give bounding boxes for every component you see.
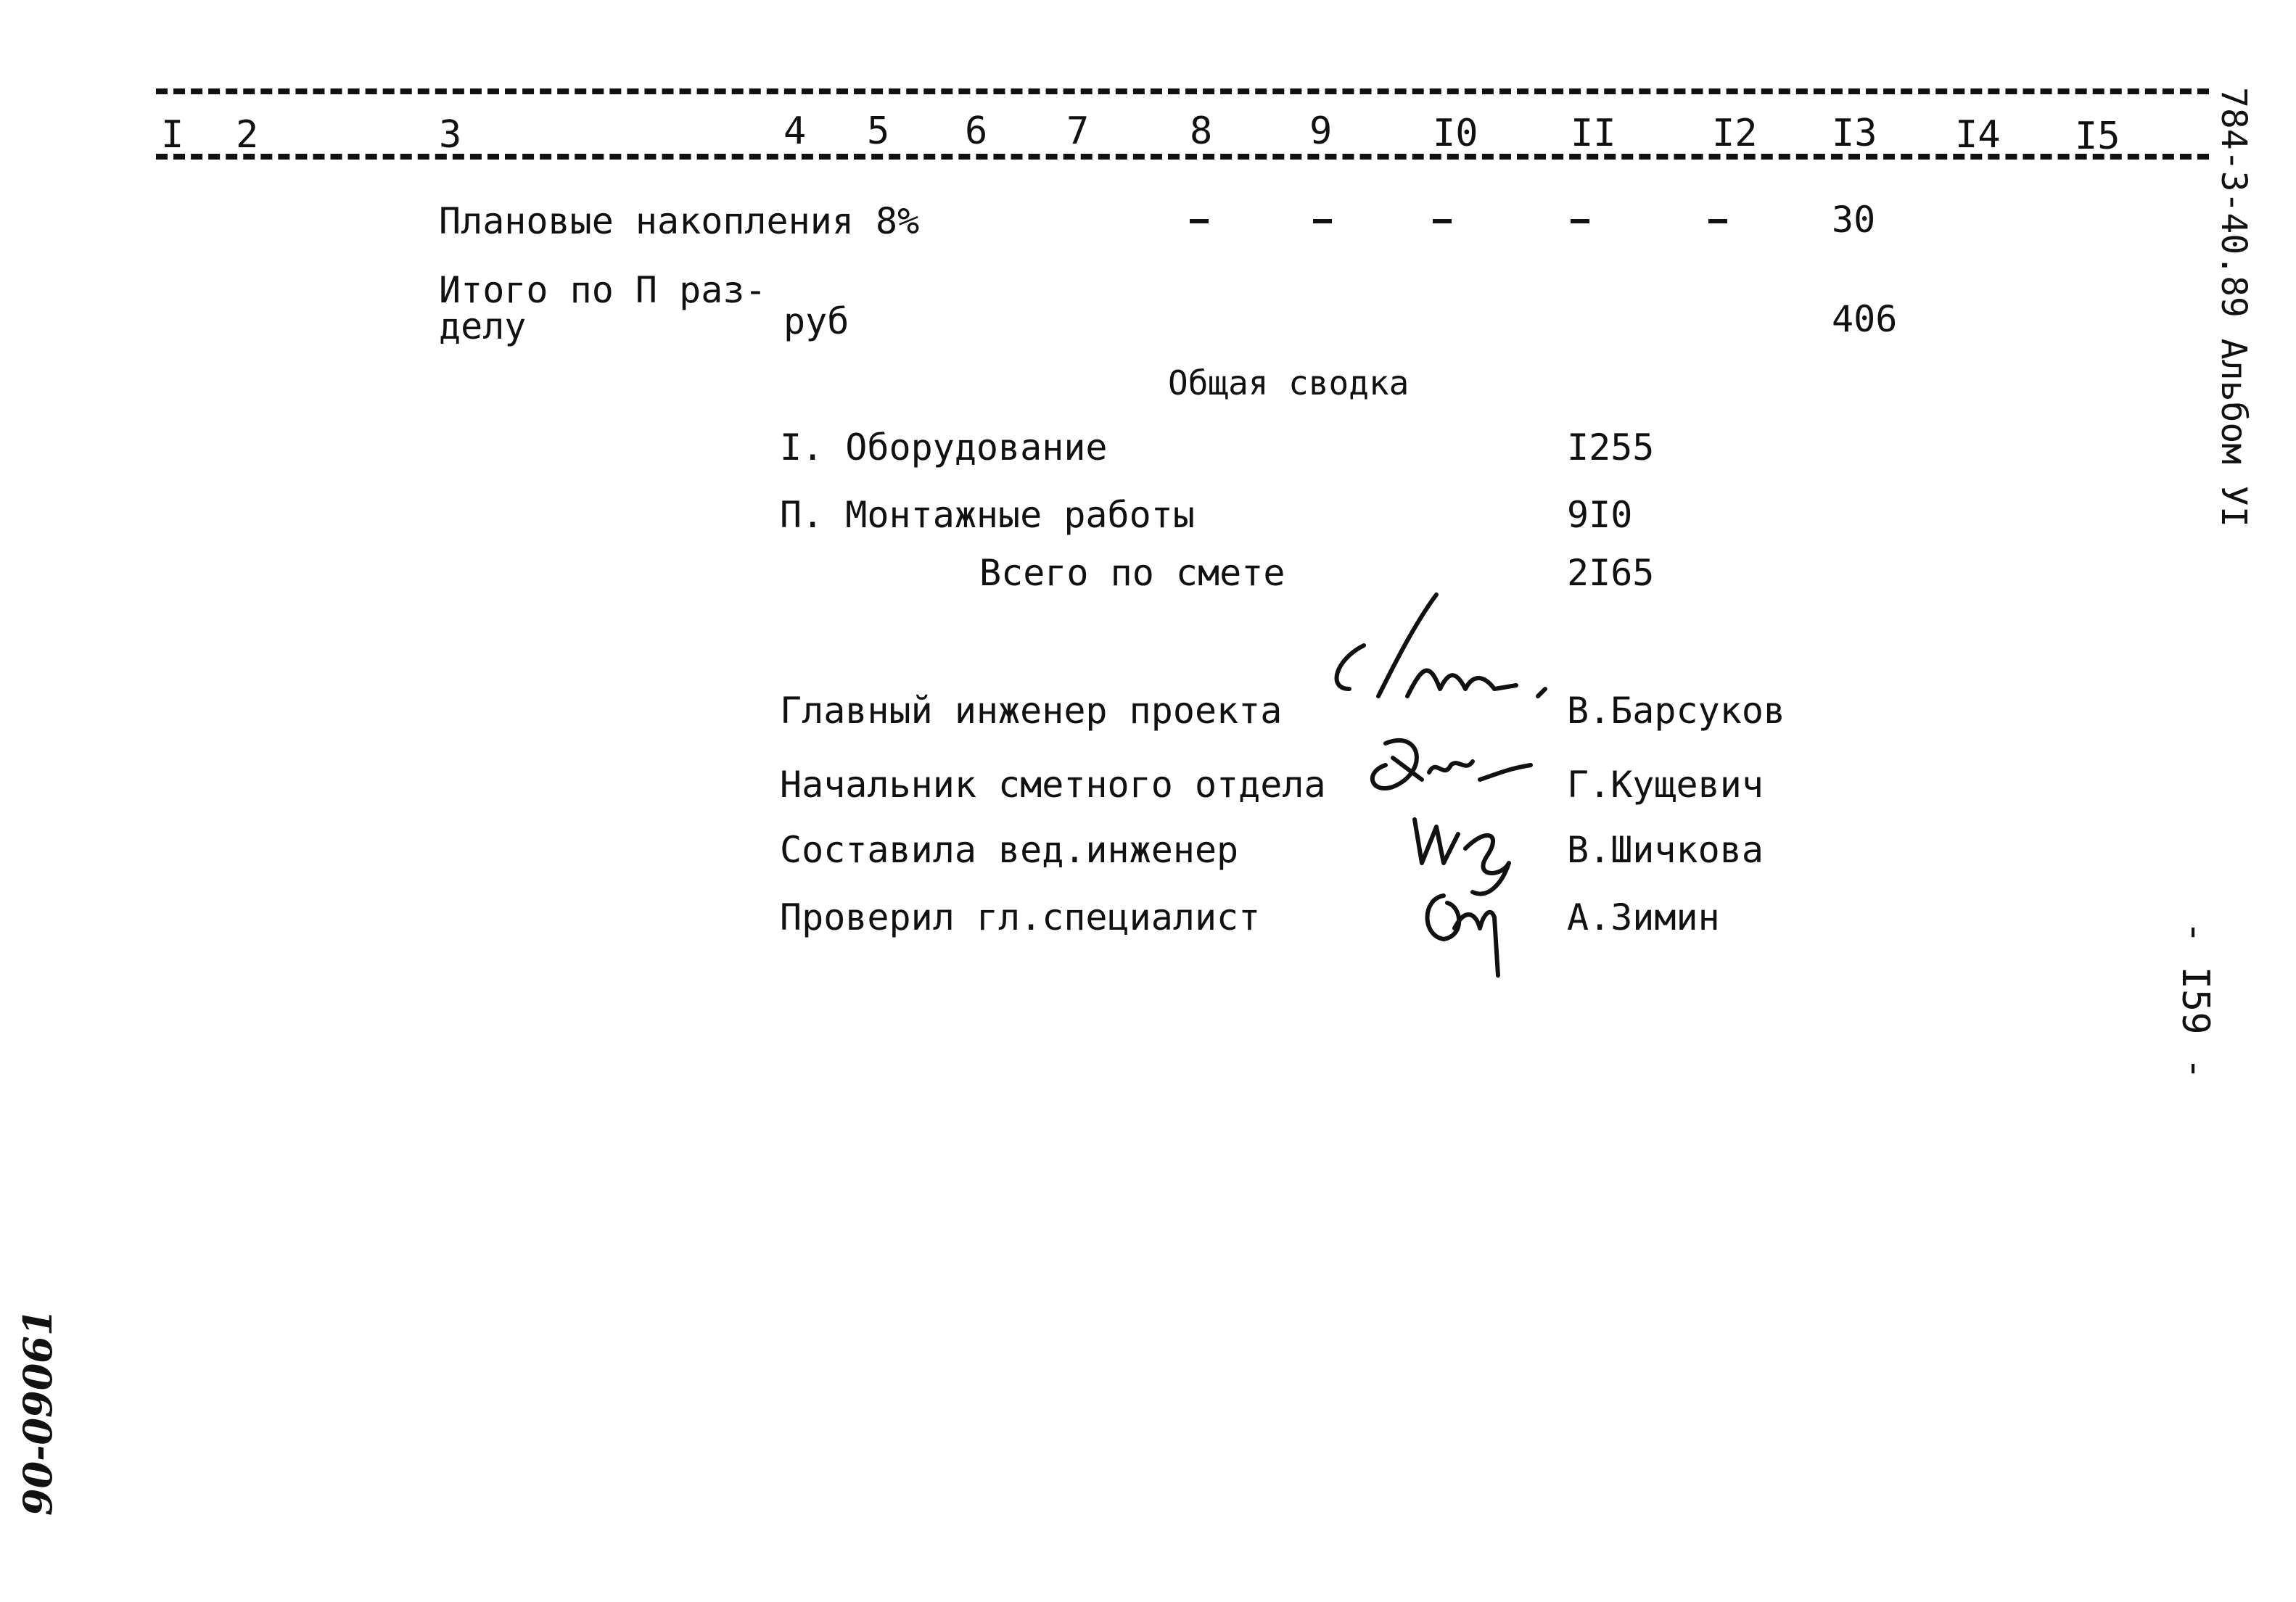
signature-role-estimate-head: Начальник сметного отдела <box>780 764 1326 806</box>
column-header-9: 9 <box>1309 110 1333 153</box>
album-reference: 784-3-40.89 Альбом УI <box>2213 87 2254 527</box>
summary-item-installation-value: 9I0 <box>1567 494 1633 536</box>
column-header-13: I3 <box>1832 112 1877 155</box>
summary-title: Общая сводка <box>1168 363 1410 402</box>
dash-col-11 <box>1571 219 1589 223</box>
handwritten-signature-1 <box>1320 580 1567 725</box>
column-header-15: I5 <box>2075 115 2120 158</box>
grand-total-value: 2I65 <box>1567 552 1655 594</box>
summary-item-equipment-label: I. Оборудование <box>780 426 1108 468</box>
grand-total-label: Всего по смете <box>979 552 1285 594</box>
section-total-unit: руб <box>783 300 849 342</box>
column-header-2: 2 <box>236 113 259 157</box>
signature-name-compiler: В.Шичкова <box>1567 829 1764 871</box>
column-header-12: I2 <box>1712 112 1758 155</box>
section-total-value: 406 <box>1832 298 1898 340</box>
section-total-label-line1: Итого по П раз- <box>439 269 767 311</box>
summary-item-installation-label: П. Монтажные работы <box>780 494 1195 536</box>
signature-name-chief-engineer: В.Барсуков <box>1567 690 1786 732</box>
column-header-11: II <box>1571 112 1616 155</box>
header-top-rule <box>156 88 2209 94</box>
column-header-4: 4 <box>783 110 807 153</box>
page-number: - I59 - <box>2173 921 2217 1081</box>
column-header-5: 5 <box>867 110 890 153</box>
handwritten-signature-2 <box>1364 729 1538 809</box>
dash-col-8 <box>1190 219 1209 223</box>
summary-item-equipment-value: I255 <box>1567 426 1655 468</box>
column-header-14: I4 <box>1955 113 2001 157</box>
signature-name-estimate-head: Г.Кущевич <box>1567 764 1764 806</box>
signature-role-chief-engineer: Главный инженер проекта <box>780 690 1283 732</box>
dash-col-9 <box>1313 219 1332 223</box>
column-header-8: 8 <box>1190 110 1213 153</box>
header-bottom-rule <box>156 154 2209 160</box>
dash-col-12 <box>1708 219 1727 223</box>
signature-name-checker: А.Зимин <box>1567 896 1720 938</box>
section-total-label-line2: делу <box>439 305 527 347</box>
planned-savings-label: Плановые накопления 8% <box>439 200 920 242</box>
signature-role-checker: Проверил гл.специалист <box>780 896 1261 938</box>
column-header-7: 7 <box>1066 110 1090 153</box>
dash-col-10 <box>1433 219 1452 223</box>
archive-code: 90-09061 <box>15 1308 61 1516</box>
signature-role-compiler: Составила вед.инженер <box>780 829 1239 871</box>
column-header-1: I <box>161 113 184 157</box>
handwritten-signature-4 <box>1415 885 1523 979</box>
column-header-3: 3 <box>439 113 462 157</box>
column-header-10: I0 <box>1433 112 1478 155</box>
column-header-6: 6 <box>965 110 988 153</box>
planned-savings-value: 30 <box>1832 199 1876 241</box>
